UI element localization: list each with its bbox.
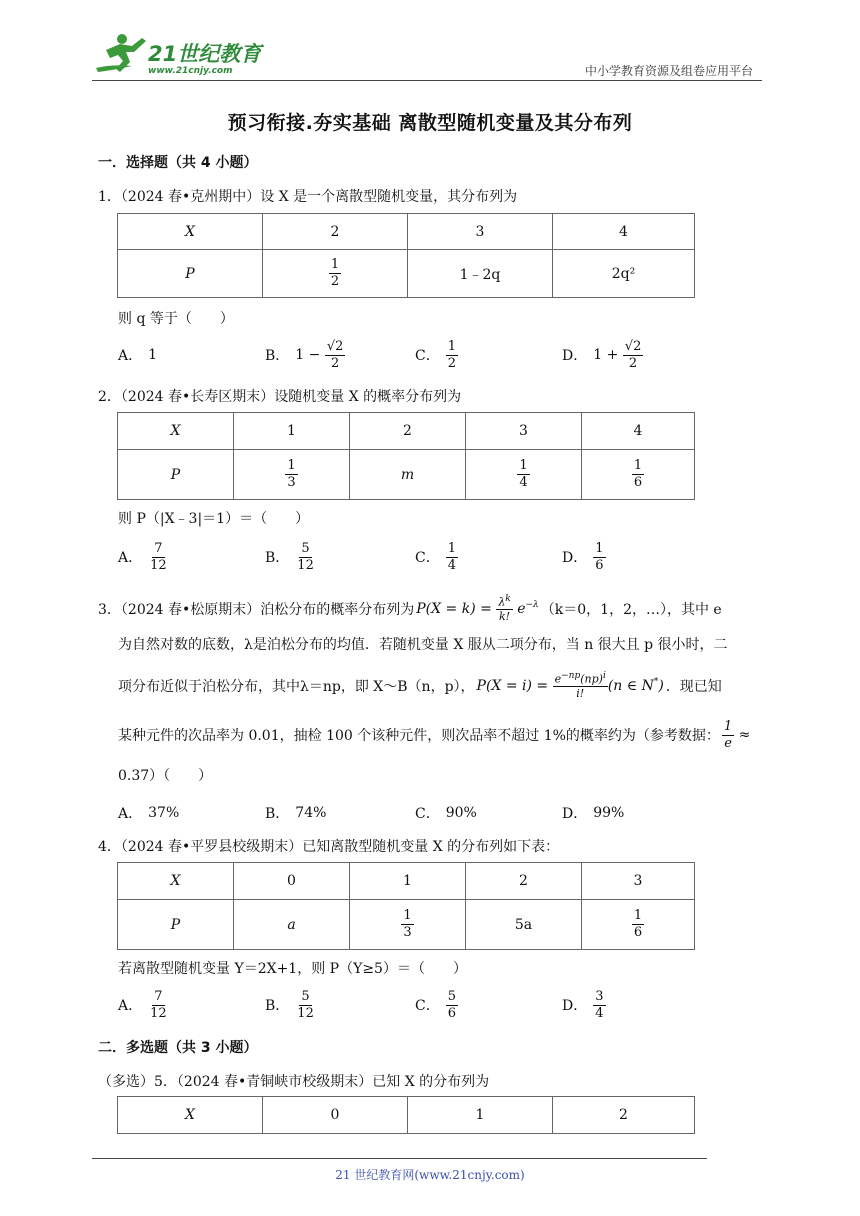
table-cell: a (234, 900, 350, 950)
option-b[interactable]: B． $\frac{5}{12}$ (265, 989, 314, 1021)
poisson-formula: P(X = k) = $\frac{\lambda^k}{k!}$ $e^{-\lambda}$ (416, 594, 539, 624)
table-cell: 3 (582, 863, 695, 900)
question-3-line-3: 项分布近似于泊松分布，其中λ＝np，即 X～B（n，p）， P(X = i) = $\frac{e^{-np}(np)^i}{i!}$ (n ∈ N*) ．现已知 (118, 671, 722, 701)
section-heading-choice: 一．选择题（共 4 小题） (98, 155, 258, 171)
question-3-line-5: 0.37）（ ） (118, 768, 213, 784)
table-cell: 0 (263, 1097, 408, 1134)
table-cell: $\frac{1}{4}$ (466, 450, 582, 500)
option-a[interactable]: A． $\frac{7}{12}$ (118, 989, 167, 1021)
option-d[interactable]: D． 99% (562, 805, 625, 822)
table-cell: 2 (466, 863, 582, 900)
question-1-ask: 则 q 等于（ ） (118, 311, 234, 327)
table-cell: 1 (234, 413, 350, 450)
table-cell: 4 (582, 413, 695, 450)
section-heading-multi: 二．多选题（共 3 小题） (98, 1040, 258, 1056)
table-cell: $\frac{1}{6}$ (582, 900, 695, 950)
question-1-table (117, 213, 695, 298)
option-d[interactable]: D． $\frac{3}{4}$ (562, 989, 604, 1021)
table-cell: 0 (234, 863, 350, 900)
question-1-stem: 1．（2024 春•克州期中）设 X 是一个离散型随机变量，其分布列为 (98, 189, 518, 205)
table-cell: P (118, 450, 234, 500)
option-a[interactable]: A． 1 (118, 347, 158, 364)
option-c[interactable]: C． $\frac{1}{2}$ (415, 339, 456, 371)
option-d[interactable]: D． 1 + $\frac{√2}{2}$ (562, 339, 642, 371)
footer-divider (92, 1158, 707, 1159)
question-3-line-4: 某种元件的次品率为 0.01，抽检 100 个该种元件，则次品率不超过 1%的概率约为（参考数据： $\frac{1}{e}$ ≈ (118, 719, 751, 751)
option-b[interactable]: B． 1 − $\frac{√2}{2}$ (265, 339, 344, 371)
binomial-formula: P(X = i) = $\frac{e^{-np}(np)^i}{i!}$ (n ∈ N*) (476, 671, 664, 701)
logo-wordmark: 21世纪教育 (148, 42, 262, 66)
option-c[interactable]: C． $\frac{1}{4}$ (415, 541, 456, 573)
question-4-ask: 若离散型随机变量 Y＝2X+1，则 P（Y≥5）＝（ ） (118, 961, 467, 977)
page-title: 预习衔接.夯实基础 离散型随机变量及其分布列 (227, 112, 633, 134)
table-cell: 3 (466, 413, 582, 450)
table-cell: $\frac{1}{6}$ (582, 450, 695, 500)
table-cell: 3 (408, 214, 553, 250)
table-cell: 5a (466, 900, 582, 950)
table-cell: P (118, 250, 263, 298)
footer-link[interactable]: 21 世纪教育网(www.21cnjy.com) (335, 1168, 525, 1182)
header-divider (92, 80, 762, 81)
question-4-stem: 4．（2024 春•平罗县校级期末）已知离散型随机变量 X 的分布列如下表： (98, 839, 560, 855)
table-cell (263, 250, 408, 298)
fraction: $\frac{1}{2}$ (330, 257, 340, 289)
question-5-table (117, 1096, 695, 1134)
option-b[interactable]: B． 74% (265, 805, 327, 822)
table-cell: 2 (263, 214, 408, 250)
option-a[interactable]: A． 37% (118, 805, 180, 822)
table-cell: P (118, 900, 234, 950)
option-c[interactable]: C． 90% (415, 805, 477, 822)
question-3-line-1: 3．（2024 春•松原期末）泊松分布的概率分布列为 P(X = k) = $\frac{\lambda^k}{k!}$ $e^{-\lambda}$ （k＝0，1，2，…），其中 e (98, 594, 722, 624)
site-logo (92, 28, 262, 80)
option-d[interactable]: D． $\frac{1}{6}$ (562, 541, 604, 573)
table-cell: 1﹣2q (408, 250, 553, 298)
question-2-table (117, 412, 695, 500)
table-cell: 1 (408, 1097, 553, 1134)
table-cell: X (118, 214, 263, 250)
option-c[interactable]: C． $\frac{5}{6}$ (415, 989, 456, 1021)
question-5-stem: （多选）5．（2024 春•青铜峡市校级期末）已知 X 的分布列为 (98, 1074, 490, 1090)
table-cell: m (350, 450, 466, 500)
option-b[interactable]: B． $\frac{5}{12}$ (265, 541, 314, 573)
table-cell: 2 (553, 1097, 695, 1134)
option-a[interactable]: A． $\frac{7}{12}$ (118, 541, 167, 573)
table-cell: $\frac{1}{3}$ (350, 900, 466, 950)
table-cell: X (118, 1097, 263, 1134)
table-cell: X (118, 863, 234, 900)
question-3-line-2: 为自然对数的底数，λ是泊松分布的均值．若随机变量 X 服从二项分布，当 n 很大且 p 很小时，二 (118, 637, 728, 653)
question-2-stem: 2．（2024 春•长寿区期末）设随机变量 X 的概率分布列为 (98, 389, 462, 405)
table-cell: 1 (350, 863, 466, 900)
table-cell: 4 (553, 214, 695, 250)
table-cell: $\frac{1}{3}$ (234, 450, 350, 500)
platform-name: 中小学教育资源及组卷应用平台 (584, 64, 753, 78)
table-cell: 2q² (553, 250, 695, 298)
question-4-table (117, 862, 695, 950)
logo-url: www.21cnjy.com (148, 66, 233, 76)
table-cell: X (118, 413, 234, 450)
question-2-ask: 则 P（|X﹣3|＝1）＝（ ） (118, 511, 310, 527)
table-cell: 2 (350, 413, 466, 450)
